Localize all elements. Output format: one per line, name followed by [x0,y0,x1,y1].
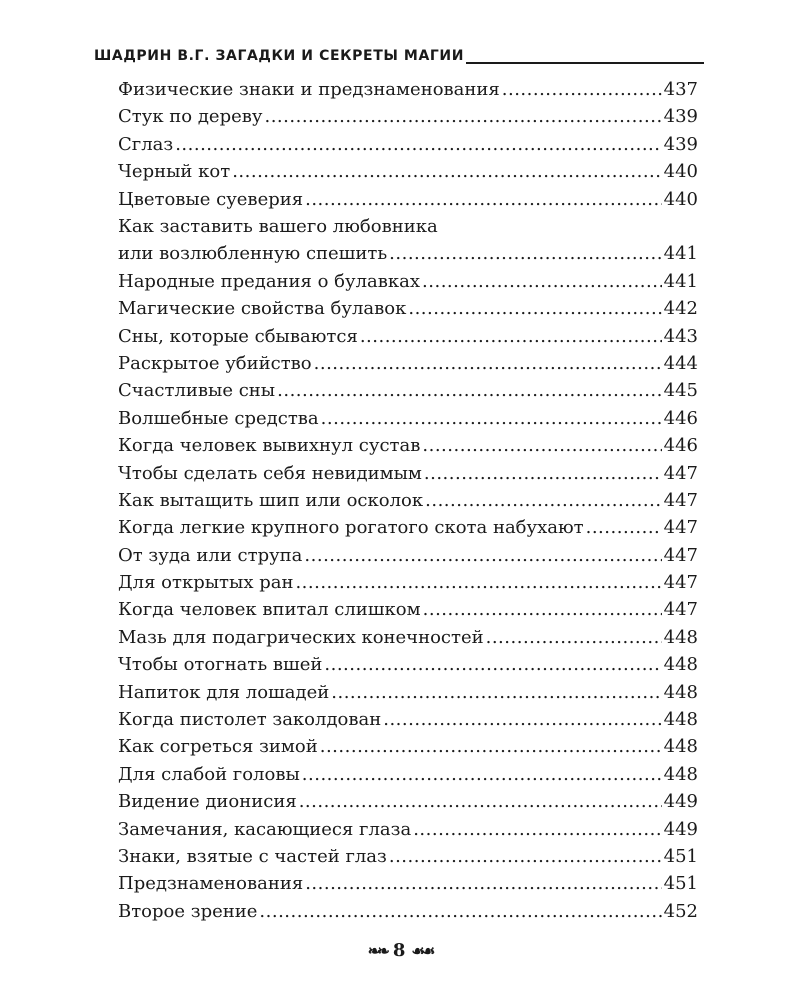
toc-entry-title: Народные предания о булавках [118,270,421,292]
toc-entry-page: 440 [663,188,698,210]
toc-entry [118,103,698,130]
toc-entry [118,460,698,487]
dot-leader [232,158,661,185]
toc-entry-title: Второе зрение [118,900,258,922]
toc-entry-page: 446 [663,407,698,429]
header-rule [466,62,704,64]
dot-leader [259,898,661,925]
toc-entry [118,432,698,459]
toc-entry-page: 440 [663,161,698,183]
toc-entry [118,706,698,733]
dot-leader [331,679,661,706]
dot-leader [295,569,661,596]
table-of-contents [118,76,698,925]
toc-entry-page: 445 [663,380,698,402]
toc-entry [118,596,698,623]
toc-entry [118,898,698,925]
toc-entry [118,323,698,350]
toc-entry [118,131,698,158]
toc-entry-page: 447 [663,544,698,566]
toc-entry [118,679,698,706]
toc-entry [118,816,698,843]
toc-entry [118,514,698,541]
dot-leader [413,816,661,843]
toc-entry-title-line1: Как заставить вашего любовника [118,215,438,237]
running-header [94,40,704,66]
toc-entry [118,350,698,377]
toc-entry [118,487,698,514]
toc-entry-page: 439 [663,133,698,155]
toc-entry-title: Видение дионисия [118,791,297,813]
toc-entry-title: Как вытащить шип или осколок [118,489,424,511]
toc-entry-line2 [118,240,698,267]
toc-entry-title: Физические знаки и предзнаменования [118,79,500,100]
toc-entry-page: 449 [663,791,698,813]
toc-entry-page: 442 [663,298,698,320]
toc-entry [118,377,698,404]
toc-entry-title-line2: или возлюбленную спешить [118,243,388,265]
toc-entry-title: Сглаз [118,133,174,155]
toc-entry-page: 441 [663,270,698,292]
toc-entry-title: Когда пистолет заколдован [118,709,382,731]
toc-entry-title: Черный кот [118,161,231,183]
dot-leader [320,733,662,760]
toc-entry-title: Для открытых ран [118,572,294,594]
dot-leader [389,843,662,870]
toc-entry-title: Мазь для подагрических конечностей [118,626,484,648]
dot-leader [422,432,661,459]
toc-entry-page: 448 [663,626,698,648]
toc-entry-page: 449 [663,818,698,840]
toc-entry [118,268,698,295]
toc-entry-title: Знаки, взятые с частей глаз [118,845,387,867]
toc-entry-title: Предзнаменования [118,873,304,895]
toc-entry-title: Сны, которые сбываются [118,325,358,347]
toc-entry-page: 444 [663,352,698,374]
toc-entry-page: 447 [663,462,698,484]
page-number: 8 [392,940,406,961]
page-folio [0,940,800,961]
toc-entry-page: 451 [663,873,698,895]
toc-entry [118,624,698,651]
dot-leader [423,596,662,623]
toc-entry [118,843,698,870]
toc-entry-page: 448 [663,763,698,785]
toc-entry-page: 451 [663,845,698,867]
toc-entry-page: 448 [663,681,698,703]
dot-leader [425,487,662,514]
dot-leader [408,295,661,322]
dot-leader [424,460,662,487]
toc-entry-page: 448 [663,736,698,758]
dot-leader [422,268,662,295]
toc-entry-title: Чтобы сделать себя невидимым [118,462,422,484]
toc-entry-title: Чтобы отогнать вшей [118,654,323,676]
toc-entry-page: 447 [663,517,698,539]
toc-entry-page: 443 [663,325,698,347]
dot-leader [389,240,661,267]
toc-entry-title: Как согреться зимой [118,736,318,758]
toc-entry-title: Когда человек впитал слишком [118,599,421,621]
dot-leader [305,186,662,213]
toc-entry-page: 447 [663,599,698,621]
dot-leader [360,323,662,350]
toc-entry-page: 447 [663,489,698,511]
dot-leader [502,76,662,103]
toc-entry-title: Волшебные средства [118,407,319,429]
dot-leader [299,788,662,815]
toc-entry-title: Напиток для лошадей [118,681,330,703]
toc-entry-title: Раскрытое убийство [118,352,312,374]
toc-entry [118,405,698,432]
toc-entry-page: 448 [663,654,698,676]
toc-entry-title: Счастливые сны [118,380,276,402]
toc-entry-page: 439 [663,106,698,128]
toc-entry-title: Замечания, касающиеся глаза [118,818,412,840]
toc-entry [118,761,698,788]
toc-entry [118,542,698,569]
toc-entry [118,213,698,268]
dot-leader [302,761,662,788]
right-ornament-icon: ☙☙ [411,941,433,960]
dot-leader [324,651,661,678]
toc-entry-title: Стук по дереву [118,106,263,128]
dot-leader [175,131,661,158]
toc-entry-page: 448 [663,709,698,731]
dot-leader [586,514,662,541]
toc-entry [118,76,698,103]
toc-entry [118,158,698,185]
toc-entry-title: От зуда или струпа [118,544,303,566]
toc-entry [118,295,698,322]
dot-leader [264,103,661,130]
toc-entry-title: Для слабой головы [118,763,300,785]
dot-leader [277,377,662,404]
toc-entry [118,569,698,596]
toc-entry-page: 446 [663,435,698,457]
dot-leader [321,405,662,432]
toc-entry-page: 437 [663,79,698,100]
dot-leader [486,624,662,651]
toc-entry-page: 452 [663,900,698,922]
toc-entry-title: Цветовые суеверия [118,188,304,210]
dot-leader [304,542,661,569]
dot-leader [305,870,661,897]
left-ornament-icon: ❧❧ [367,941,387,960]
toc-entry [118,651,698,678]
toc-entry-title: Магические свойства булавок [118,298,407,320]
toc-entry-title: Когда легкие крупного рогатого скота набухают [118,517,584,539]
dot-leader [314,350,662,377]
toc-entry [118,870,698,897]
toc-entry [118,788,698,815]
dot-leader [383,706,661,733]
toc-entry [118,186,698,213]
toc-entry [118,733,698,760]
toc-entry-page: 447 [663,572,698,594]
running-title: ШАДРИН В.Г. ЗАГАДКИ И СЕКРЕТЫ МАГИИ [94,48,465,64]
toc-entry-title: Когда человек вывихнул сустав [118,435,421,457]
toc-entry-page: 441 [663,243,698,265]
